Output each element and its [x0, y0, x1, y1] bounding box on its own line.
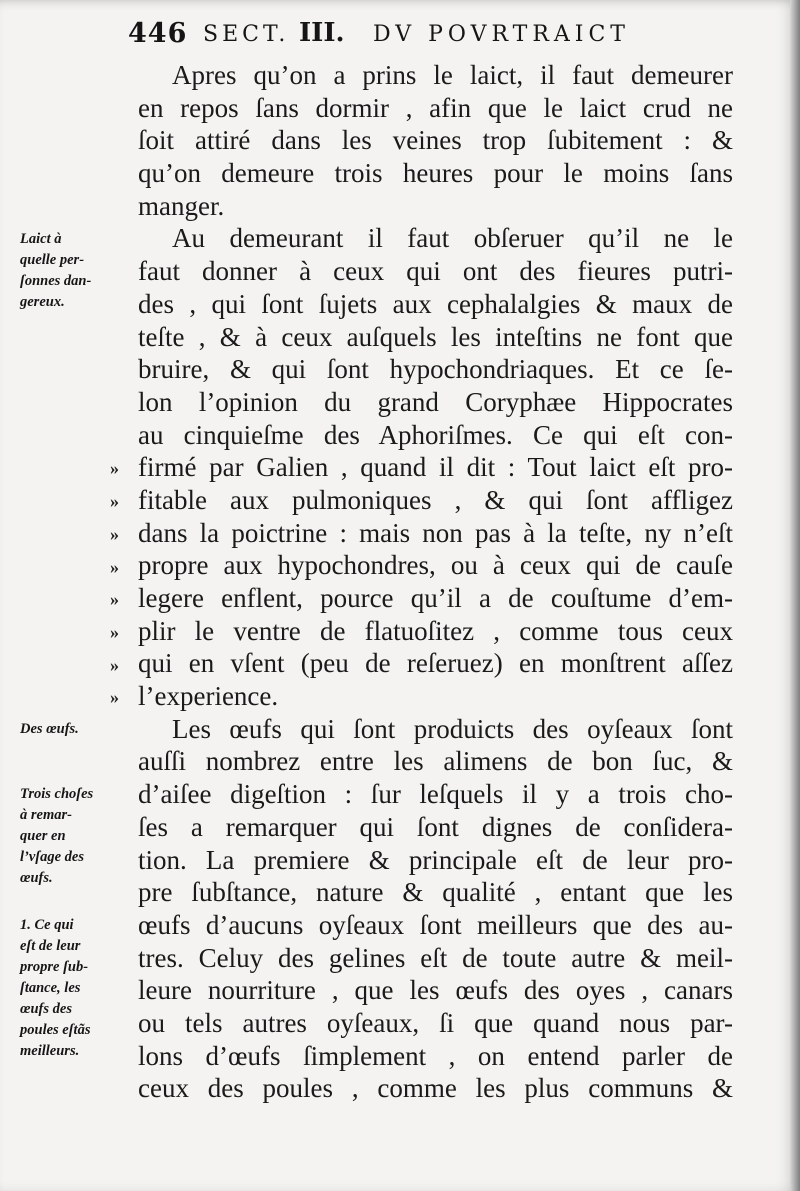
quote-mark: »	[110, 458, 119, 479]
margin-note-line: quelle per-	[20, 251, 85, 268]
margin-note-line: ſtance, les	[20, 980, 81, 997]
quote-mark: »	[110, 491, 119, 512]
text-line: faut donner à ceux qui ont des fieures putri-	[138, 256, 733, 287]
margin-note-line: Trois choſes	[20, 786, 94, 803]
text-line: fitable aux pulmoniques , & qui ſont affligez	[138, 484, 733, 515]
text-line: des , qui ſont ſujets aux cephalalgies & maux de	[138, 288, 733, 319]
margin-note-line: eſt de leur	[20, 938, 81, 955]
margin-note-line: ſonnes dan-	[20, 272, 92, 289]
text-line: œufs d’aucuns oyſeaux ſont meilleurs que des au-	[138, 909, 733, 940]
margin-note-line: Des œufs.	[20, 721, 79, 737]
text-line: pre ſubſtance, nature & qualité , entant que les	[138, 877, 733, 908]
text-line: firmé par Galien , quand il dit : Tout laict eſt pro-	[138, 452, 733, 483]
margin-note-line: gereux.	[20, 293, 65, 310]
margin-note	[20, 229, 138, 313]
quote-mark: »	[110, 556, 119, 577]
text-line: teſte , & à ceux auſquels les inteſtins ne font que	[138, 321, 733, 352]
text-line: legere enflent, pource qu’il a de couſtume d’em-	[138, 583, 733, 613]
text-line: au cinquieſme des Aphoriſmes. Ce qui eſt con-	[138, 419, 733, 450]
margin-note	[20, 719, 138, 740]
running-head	[128, 18, 648, 52]
text-line: lon l’opinion du grand Coryphæe Hippocrates	[138, 386, 733, 417]
margin-note-line: Laict à	[20, 230, 62, 247]
quote-mark: »	[110, 621, 119, 642]
page-gutter-shadow	[790, 0, 800, 1191]
text-line: lons d’œufs ſimplement , on entend parler de	[138, 1040, 733, 1071]
text-line: Les œufs qui ſont produicts des oyſeaux ſont	[172, 713, 733, 744]
text-line: ſes a remarquer qui ſont dignes de conſidera-	[138, 811, 733, 842]
text-line: dans la poictrine : mais non pas à la teſte, ny n’eſt	[138, 517, 733, 548]
margin-note-line: œufs.	[20, 870, 53, 887]
text-line: qui en vſent (peu de reſeruez) en monſtrent aſſez	[138, 648, 733, 679]
text-line: d’aiſee digeſtion : ſur leſquels il y a trois cho-	[138, 779, 733, 810]
text-line: Apres qu’on a prins le laict, il faut demeurer	[172, 60, 733, 90]
text-line: auſſi nombrez entre les alimens de bon ſuc, &	[138, 746, 733, 777]
body-text	[138, 59, 733, 1105]
margin-note-line: 1. Ce qui	[20, 917, 74, 934]
margin-note-line: propre ſub-	[20, 959, 89, 976]
text-line: manger.	[138, 190, 225, 221]
text-line: ceux des poules , comme les plus communs &	[138, 1073, 733, 1104]
margin-note-line: l’vſage des	[20, 849, 85, 866]
text-line: qu’on demeure trois heures pour le moins ſans	[138, 158, 733, 189]
section-label: SECT.	[203, 22, 290, 47]
margin-note	[20, 915, 138, 1062]
margin-note	[20, 784, 138, 889]
page-number: 446	[128, 18, 188, 49]
text-line: plir le ventre de flatuoſitez , comme tous ceux	[138, 615, 733, 646]
margin-note-line: poules eſtãs	[20, 1022, 91, 1039]
text-line: en repos ſans dormir , afin que le laict crud ne	[138, 92, 733, 123]
margin-note-line: à remar-	[20, 807, 72, 824]
text-line: bruire, & qui ſont hypochondriaques. Et ce ſe-	[138, 354, 733, 385]
margin-note-line: œufs des	[20, 1001, 72, 1018]
quote-mark: »	[110, 589, 119, 610]
text-line: tion. La premiere & principale eſt de leur pro-	[138, 844, 733, 875]
text-line: l’experience.	[138, 681, 279, 712]
quote-mark: »	[110, 654, 119, 675]
section-number: III.	[299, 18, 345, 48]
text-line: leure nourriture , que les œufs des oyes , canars	[138, 975, 733, 1006]
text-line: propre aux hypochondres, ou à ceux qui de cauſe	[138, 550, 733, 581]
text-line: Au demeurant il faut obſeruer qu’il ne le	[172, 223, 733, 254]
quote-mark: »	[110, 523, 119, 544]
text-line: ſoit attiré dans les veines trop ſubitement : &	[138, 125, 733, 156]
margin-note-line: meilleurs.	[20, 1043, 80, 1060]
running-title: DV POVRTRAICT	[373, 22, 630, 47]
quote-mark: »	[110, 687, 119, 708]
text-line: ou tels autres oyſeaux, ſi que quand nous par-	[138, 1007, 733, 1038]
text-line: tres. Celuy des gelines eſt de toute autre & meil-	[138, 942, 733, 973]
margin-note-line: quer en	[20, 828, 66, 845]
